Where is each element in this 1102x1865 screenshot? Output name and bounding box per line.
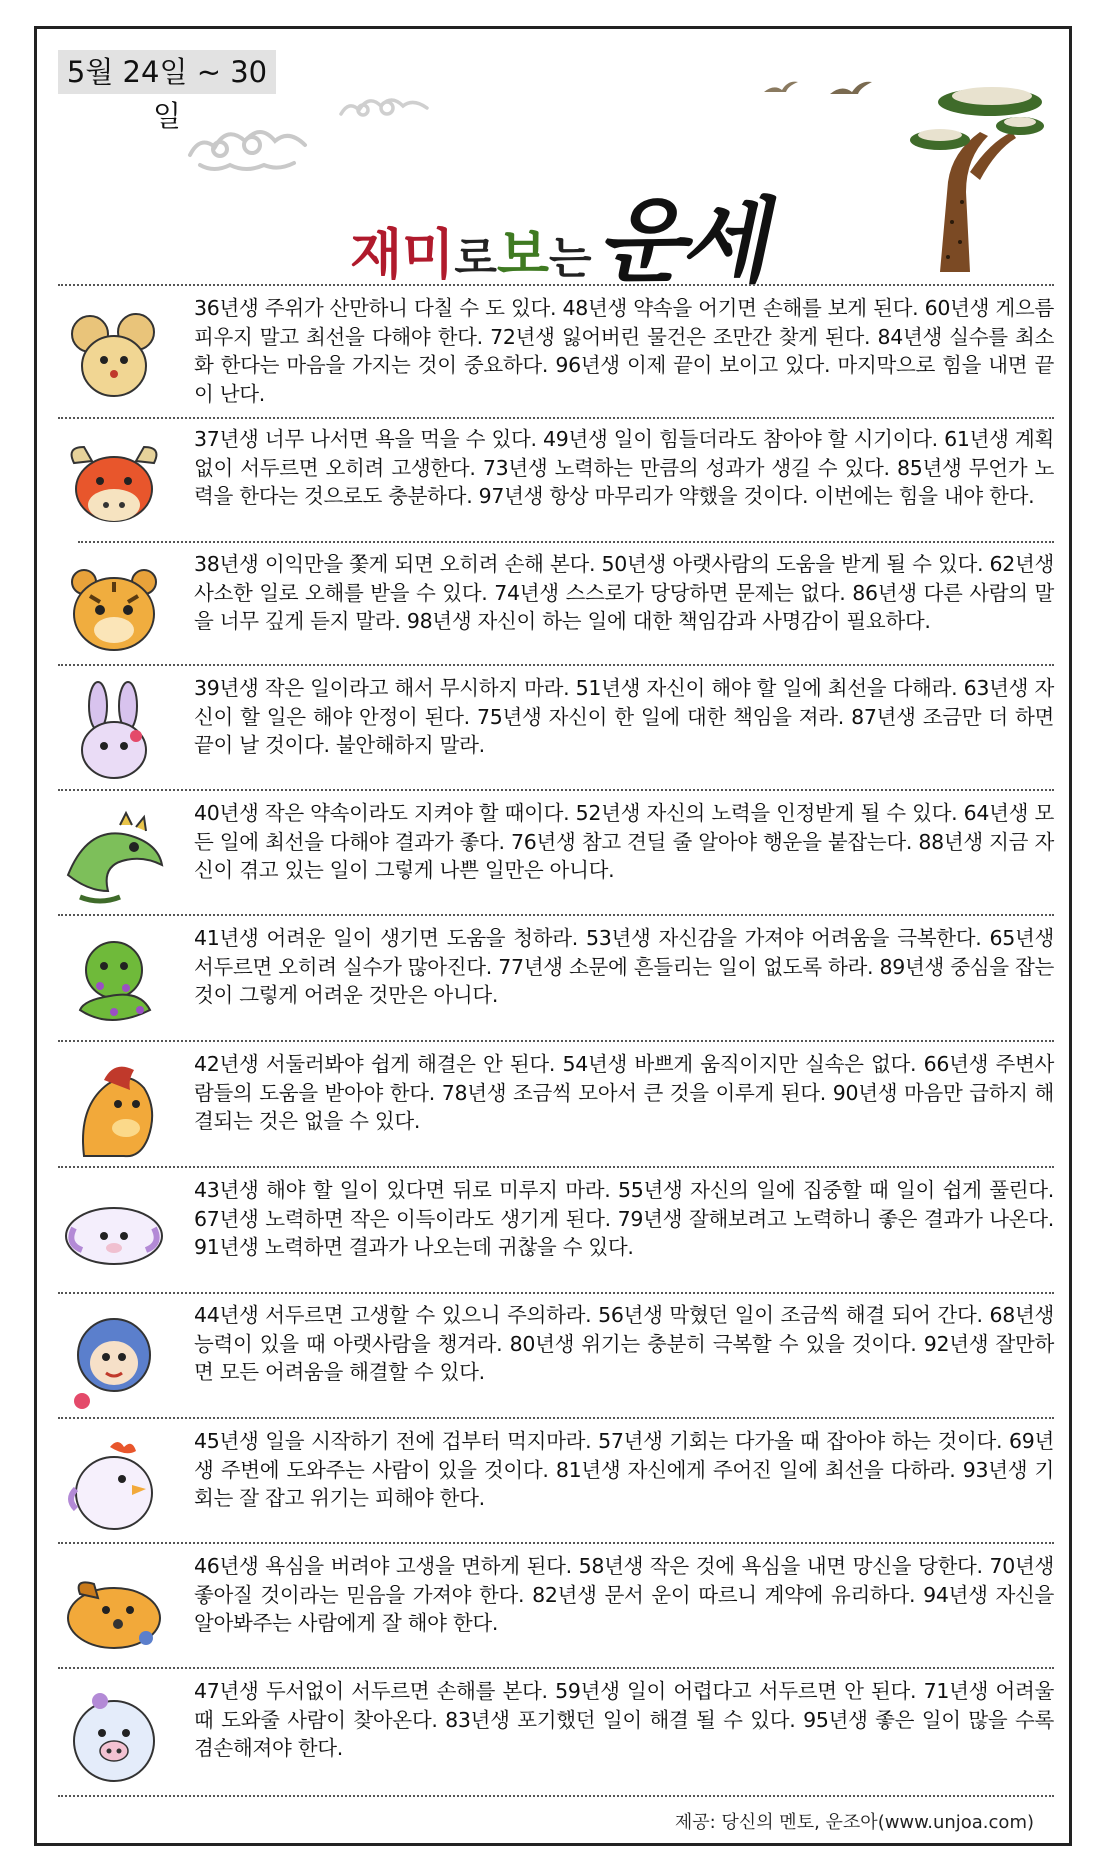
- fortune-text-rabbit: 39년생 작은 일이라고 해서 무시하지 마라. 51년생 자신이 해야 할 일에 최선을 다해라. 63년생 자신이 할 일은 해야 안정이 된다. 75년생 자신이 한 일에 대한 책임을 져라. 87년생 조금만 더 하면 끝이 날 것이다. 불안해하지 말라.: [194, 676, 1054, 757]
- pig-icon: [60, 1685, 168, 1793]
- title-part1: 재미: [350, 223, 455, 286]
- separator-12: [58, 1795, 1054, 1797]
- dog-icon: [60, 1558, 168, 1666]
- fortune-text-tiger: 38년생 이익만을 쫓게 되면 오히려 손해 본다. 50년생 아랫사람의 도움을 받게 될 수 있다. 62년생 사소한 일로 오해를 받을 수 있다. 74년생 스스로가 당당하면 문제는 없다. 86년생 다른 사람의 말을 너무 깊게 듣지 말라. 98년생 자신이 하는 일에 대한 책임감과 사명감이 필요하다.: [194, 552, 1054, 633]
- separator-1: [58, 417, 1054, 419]
- date-range-badge: 5월 24일 ~ 30일: [58, 50, 276, 94]
- source-credit: 제공: 당신의 멘토, 운조아(www.unjoa.com): [674, 1812, 1034, 1833]
- separator-3: [58, 664, 1054, 666]
- ox-icon: [60, 433, 168, 541]
- page-title: [350, 168, 782, 295]
- fortune-text-ox: 37년생 너무 나서면 욕을 먹을 수 있다. 49년생 일이 힘들더라도 참아야 할 시기이다. 61년생 계획 없이 서두르면 오히려 고생한다. 73년생 노력하는 만큼의 성과가 생길 수 있다. 85년생 무언가 노력을 한다는 것으로도 충분하다. 97년생 항상 마무리가 약했을 것이다. 이번에는 힘을 내야 한다.: [194, 427, 1054, 508]
- pine-tree-illustration: [900, 62, 1050, 272]
- fortune-text-horse: 42년생 서둘러봐야 쉽게 해결은 안 된다. 54년생 바쁘게 움직이지만 실속은 없다. 66년생 주변사람들의 도움을 받아야 한다. 78년생 조금씩 모아서 큰 것을 이루게 된다. 90년생 마음만 급하지 해결되는 것은 없을 수 있다.: [194, 1052, 1054, 1133]
- dragon-icon: [60, 805, 168, 913]
- fortune-text-dragon: 40년생 작은 약속이라도 지켜야 할 때이다. 52년생 자신의 노력을 인정받게 될 수 있다. 64년생 모든 일에 최선을 다해야 결과가 좋다. 76년생 참고 견딜 줄 알아야 행운을 붙잡는다. 88년생 지금 자신이 겪고 있는 일이 그렇게 나쁜 일만은 아니다.: [194, 801, 1054, 882]
- separator-6: [58, 1040, 1054, 1042]
- separator-7: [58, 1166, 1054, 1168]
- title-brush: 운세: [592, 188, 782, 295]
- cloud-ornament-small: [335, 88, 435, 128]
- snake-icon: [60, 930, 168, 1038]
- fortune-text-snake: 41년생 어려운 일이 생기면 도움을 청하라. 53년생 자신감을 가져야 어려움을 극복한다. 65년생 서두르면 오히려 실수가 많아진다. 77년생 소문에 흔들리는 일이 없도록 하라. 89년생 중심을 잡는 것이 그렇게 어려운 것만은 아니다.: [194, 926, 1054, 1007]
- separator-10: [58, 1542, 1054, 1544]
- fortune-text-monkey: 44년생 서두르면 고생할 수 있으니 주의하라. 56년생 막혔던 일이 조금씩 해결 되어 간다. 68년생 능력이 있을 때 아랫사람을 챙겨라. 80년생 위기는 충분히 극복할 수 있을 것이다. 92년생 잘만하면 모든 어려움을 해결할 수 있다.: [194, 1303, 1054, 1384]
- rat-icon: [60, 304, 168, 412]
- rooster-icon: [60, 1433, 168, 1541]
- horse-icon: [60, 1056, 168, 1164]
- fortune-text-pig: 47년생 두서없이 서두르면 손해를 본다. 59년생 일이 어렵다고 서두르면 안 된다. 71년생 어려울 때 도와줄 사람이 찾아온다. 83년생 포기했던 일이 해결 될 수 있다. 95년생 좋은 일이 많을 수록 겸손해져야 한다.: [194, 1679, 1054, 1760]
- tiger-icon: [60, 556, 168, 664]
- fortune-text-rat: 36년생 주위가 산만하니 다칠 수 도 있다. 48년생 약속을 어기면 손해를 보게 된다. 60년생 게으름 피우지 말고 최선을 다해야 한다. 72년생 잃어버린 물건은 조만간 찾게 된다. 84년생 실수를 최소화 한다는 마음을 가지는 것이 중요하다. 96년생 이제 끝이 보이고 있다. 마지막으로 힘을 내면 끝이 난다.: [194, 296, 1054, 406]
- separator-9: [58, 1417, 1054, 1419]
- fortune-text-rooster: 45년생 일을 시작하기 전에 겁부터 먹지마라. 57년생 기회는 다가올 때 잡아야 하는 것이다. 69년생 주변에 도와주는 사람이 있을 것이다. 81년생 자신에게 주어진 일에 최선을 다하라. 93년생 기회는 잘 잡고 위기는 피해야 한다.: [194, 1429, 1054, 1510]
- birds-illustration: [760, 70, 880, 110]
- title-part3: 보: [496, 223, 550, 286]
- fortune-text-dog: 46년생 욕심을 버려야 고생을 면하게 된다. 58년생 작은 것에 욕심을 내면 망신을 당한다. 70년생 좋아질 것이라는 믿음을 가져야 한다. 82년생 문서 운이 따르니 계약에 유리하다. 94년생 자신을 알아봐주는 사람에게 잘 해야 한다.: [194, 1554, 1054, 1635]
- rabbit-icon: [60, 680, 168, 788]
- separator-11: [58, 1667, 1054, 1669]
- cloud-ornament-large: [180, 115, 330, 175]
- monkey-icon: [60, 1307, 168, 1415]
- separator-5: [58, 914, 1054, 916]
- title-part4: 는: [549, 233, 592, 284]
- title-part2: 로: [454, 233, 497, 284]
- fortune-text-sheep: 43년생 해야 할 일이 있다면 뒤로 미루지 마라. 55년생 자신의 일에 집중할 때 일이 쉽게 풀린다. 67년생 노력하면 작은 이득이라도 생기게 된다. 79년생 잘해보려고 노력하니 좋은 결과가 나온다. 91년생 노력하면 결과가 나오는데 귀찮을 수 있다.: [194, 1178, 1054, 1259]
- separator-8: [58, 1292, 1054, 1294]
- separator-4: [58, 789, 1054, 791]
- separator-2: [78, 541, 1054, 543]
- separator-0: [58, 284, 1054, 286]
- sheep-icon: [60, 1182, 168, 1290]
